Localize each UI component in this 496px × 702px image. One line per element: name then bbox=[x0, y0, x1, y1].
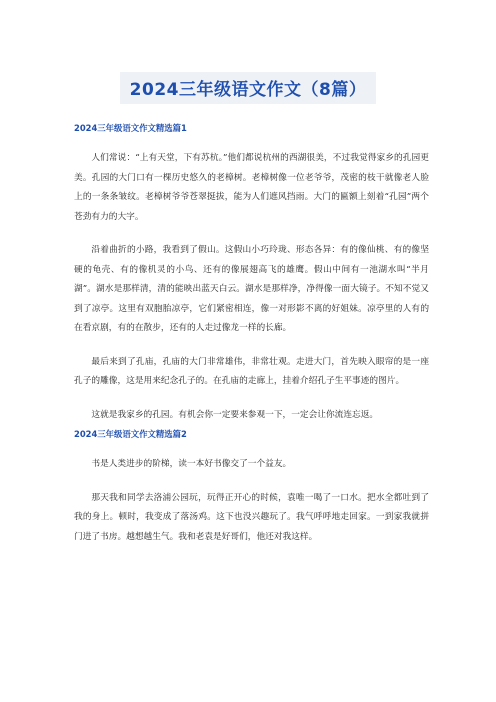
section-heading-2: 2024三年级语文作文精选篇2 bbox=[74, 429, 187, 439]
page-title: 2024三年级语文作文（8篇） bbox=[120, 72, 377, 104]
paragraph: 那天我和同学去洛浦公园玩，玩得正开心的时候，袁唯一喝了一口水。把水全都吐到了我的身上。顿时，我变成了落汤鸡。这下也没兴趣玩了。我气呼呼地走回家。一到家我就拼门进了书房。越想越生气。我和老袁是好哥们，他还对我这样。 bbox=[74, 492, 429, 542]
paragraph: 最后来到了孔庙，孔庙的大门非常雄伟，非常壮观。走进大门，首先映入眼帘的是一座孔子的雕像，这是用来纪念孔子的。在孔庙的走廊上，挂着介绍孔子生平事迹的图片。 bbox=[74, 356, 429, 386]
paragraph: 沿着曲折的小路，我看到了假山。这假山小巧玲珑、形态各异：有的像仙桃、有的像坚硬的龟壳、有的像机灵的小鸟、还有的像展翅高飞的雄鹰。假山中间有一池湖水叫“半月湖”。湖水是那样清，清的能映出蓝天白云。湖水是那样净，净得像一面大镜子。不知不觉又到了凉亭。这里有双胞胎凉亭，它们紧密相连，像一对形影不离的好姐妹。凉亭里的人有的在看京剧，有的在散步，还有的人走过像龙一样的长廊。 bbox=[74, 245, 429, 333]
title-area bbox=[0, 72, 496, 104]
document-body bbox=[74, 122, 429, 561]
section-heading-1: 2024三年级语文作文精选篇1 bbox=[74, 123, 187, 133]
paragraph: 人们常说：“上有天堂，下有苏杭。”他们都说杭州的西湖很美，不过我觉得家乡的孔园更美。孔园的大门口有一棵历史悠久的老樟树。老樟树像一位老爷爷，茂密的枝干就像老人脸上的一条条皱纹。老樟树爷爷苍翠挺拔，能为人们遮风挡雨。大门的匾额上刻着“孔园”两个苍劲有力的大字。 bbox=[74, 153, 429, 222]
paragraph: 这就是我家乡的孔园。有机会你一定要来参观一下，一定会让你流连忘返。 bbox=[91, 409, 379, 420]
paragraph: 书是人类进步的阶梯，读一本好书像交了一个益友。 bbox=[91, 459, 292, 469]
